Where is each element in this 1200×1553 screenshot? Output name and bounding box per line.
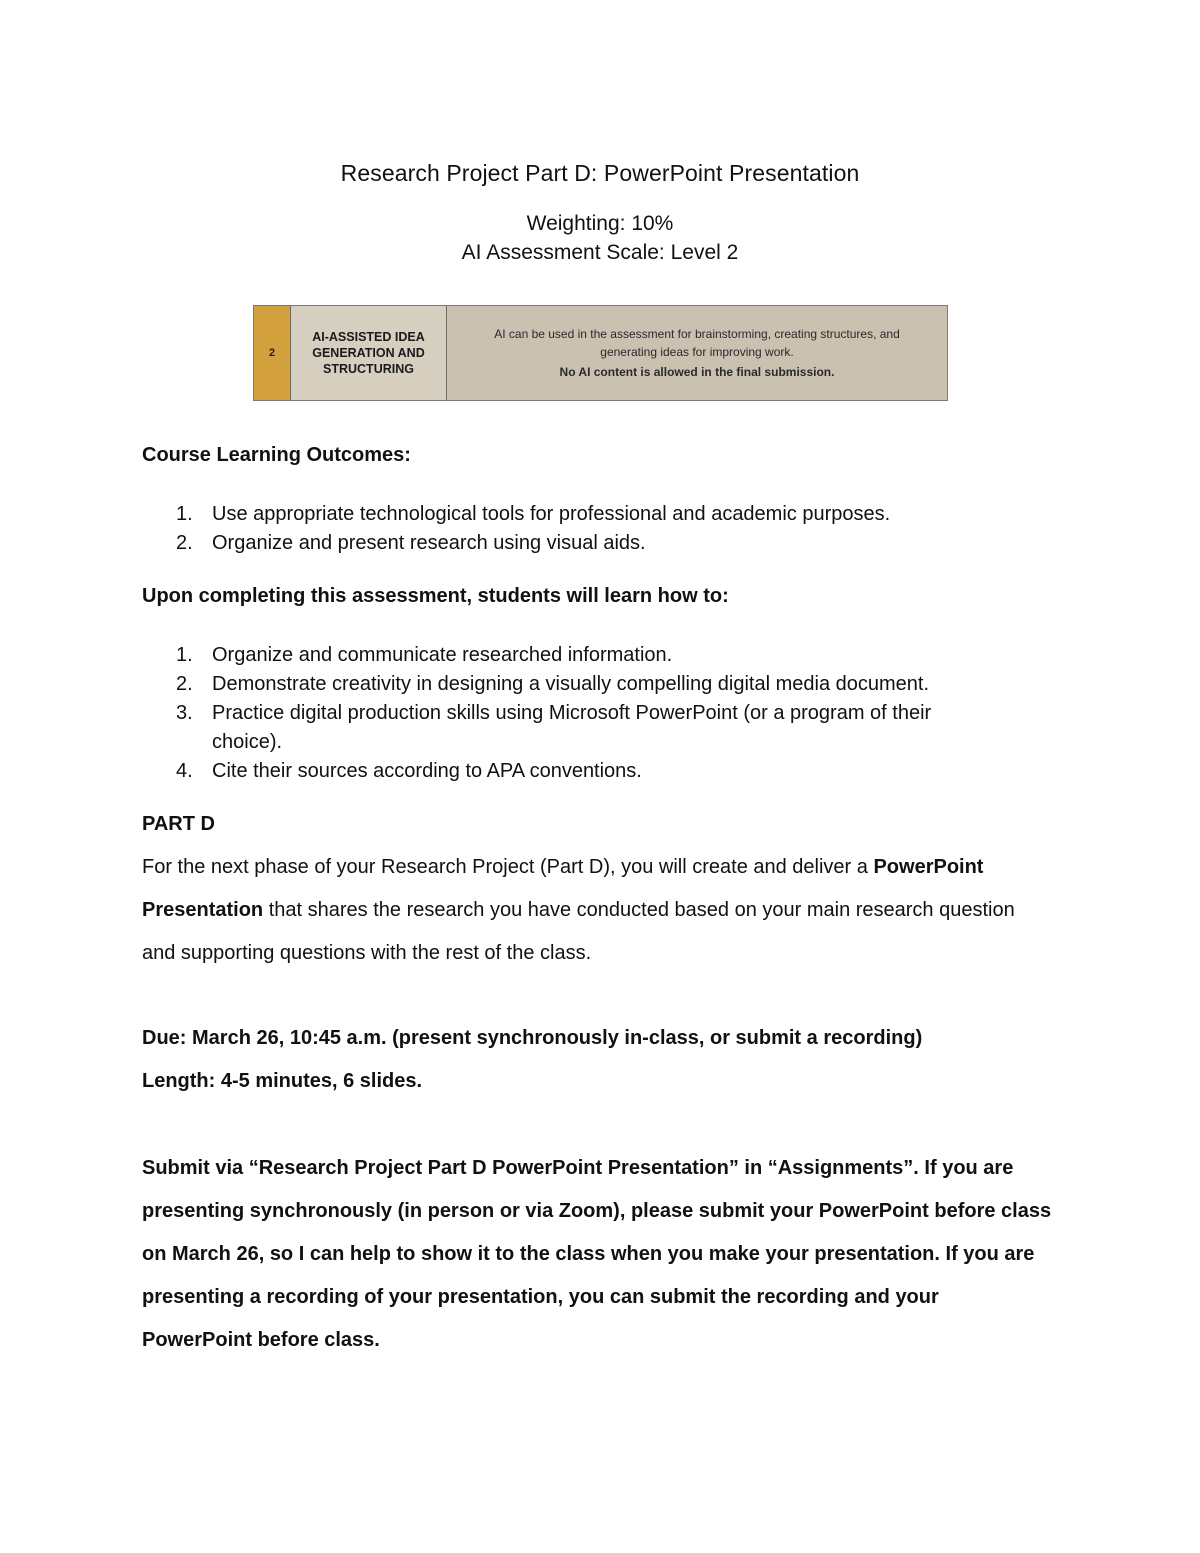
due-line: Due: March 26, 10:45 a.m. (present synchronously in-class, or submit a recording) [142, 1027, 923, 1049]
list-item [142, 529, 1022, 558]
ai-level-name-line1: AI-ASSISTED IDEA [312, 330, 425, 344]
list-item [142, 670, 1022, 699]
list-item-number: 2. [176, 532, 193, 554]
part-d-heading: PART D [142, 813, 215, 835]
weighting-text: Weighting: 10% [526, 212, 674, 235]
list-item-text: Organize and communicate researched information. [212, 644, 673, 666]
ai-level-cell: 2 [254, 306, 291, 400]
list-item [142, 757, 1022, 786]
list-item-text: Practice digital production skills using Microsoft PowerPoint (or a program of their choice). [212, 702, 932, 753]
list-item-text: Organize and present research using visual aids. [212, 532, 646, 554]
ai-desc-line1: AI can be used in the assessment for brainstorming, creating structures, and [494, 327, 900, 341]
list-item-text: Use appropriate technological tools for professional and academic purposes. [212, 503, 891, 525]
ai-scale-table [253, 305, 948, 401]
ai-level-name-cell [291, 306, 447, 400]
part-d-intro-bold: PowerPoint Presentation [142, 856, 984, 921]
list-item-text: Demonstrate creativity in designing a visually compelling digital media document. [212, 673, 930, 695]
ai-scale-text: AI Assessment Scale: Level 2 [461, 241, 739, 264]
learn-heading: Upon completing this assessment, students will learn how to: [142, 585, 729, 607]
list-item-number: 4. [176, 760, 193, 782]
outcomes-heading: Course Learning Outcomes: [142, 444, 411, 466]
list-item [142, 500, 1022, 529]
part-d-intro [142, 846, 1052, 975]
list-item [142, 699, 1022, 757]
list-item [142, 641, 1022, 670]
ai-desc-strong: No AI content is allowed in the final submission. [559, 365, 835, 379]
ai-level-description-cell [447, 306, 947, 400]
learn-list [142, 641, 1022, 786]
part-d-intro-start: For the next phase of your Research Project (Part D), you will create and deliver a [142, 856, 874, 878]
page-title: Research Project Part D: PowerPoint Presentation [340, 160, 860, 186]
ai-desc-line2: generating ideas for improving work. [600, 345, 794, 359]
submit-instructions: Submit via “Research Project Part D PowerPoint Presentation” in “Assignments”. If you are presenting synchronously (in person or via Zoom), please submit your PowerPoint before class on March 26, so I can help to show it to the class when you make your presentation. If you are presenting a recording of your presentation, you can submit the recording and your PowerPoint before class. [142, 1157, 1052, 1351]
outcomes-list [142, 500, 1022, 558]
ai-level-name-line3: STRUCTURING [323, 362, 414, 376]
length-line: Length: 4-5 minutes, 6 slides. [142, 1070, 423, 1092]
list-item-number: 1. [176, 644, 193, 666]
part-d-intro-end: that shares the research you have conducted based on your main research question and supporting questions with the rest of the class. [142, 899, 1015, 964]
ai-level-name-line2: GENERATION AND [312, 346, 425, 360]
list-item-number: 3. [176, 702, 193, 724]
list-item-number: 1. [176, 503, 193, 525]
list-item-text: Cite their sources according to APA conventions. [212, 760, 642, 782]
list-item-number: 2. [176, 673, 193, 695]
